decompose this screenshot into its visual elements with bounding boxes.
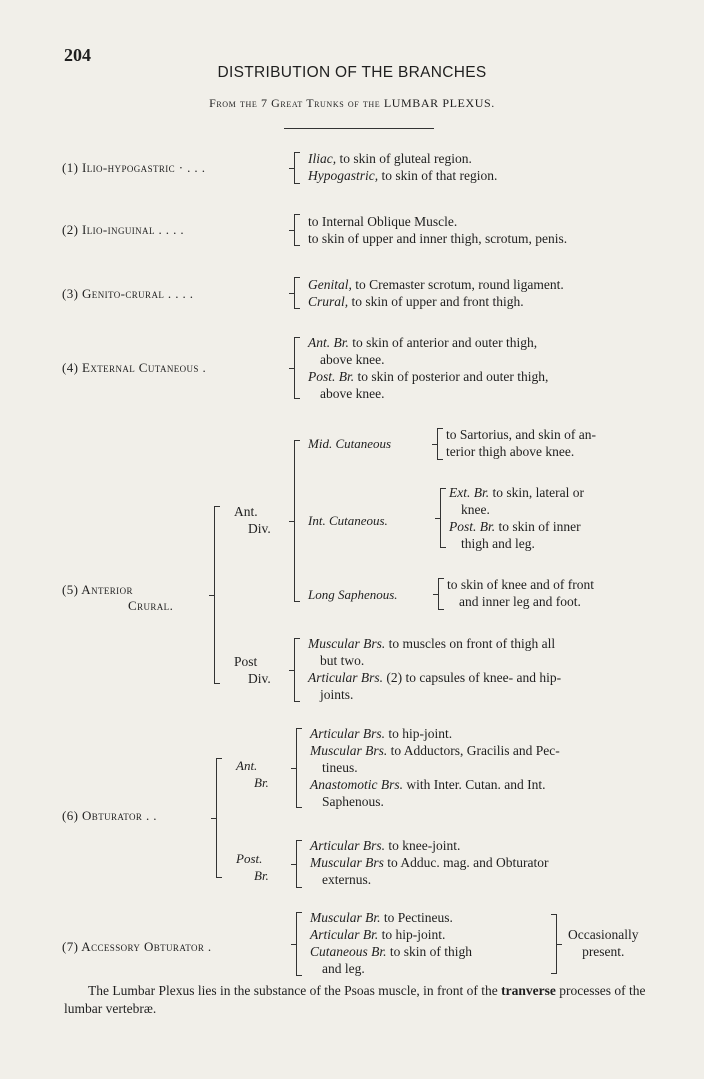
obturator-post-br-label: Post. bbox=[236, 851, 263, 866]
ant-div-label-cont: Div. bbox=[248, 521, 271, 536]
post-div-label: Post bbox=[234, 654, 258, 669]
obturator-post-br-label-cont: Br. bbox=[254, 868, 269, 883]
branch-line: to skin of upper and inner thigh, scrotum, penis. bbox=[308, 231, 568, 246]
post-div-label-cont: Div. bbox=[248, 671, 271, 686]
nerve-4-brace bbox=[294, 337, 303, 399]
occasional-brace bbox=[548, 914, 557, 974]
branch-line: Muscular Br. to Pectineus. bbox=[310, 910, 453, 925]
obturator-ant-br-label-cont: Br. bbox=[254, 775, 269, 790]
post-div-branches bbox=[308, 635, 561, 703]
nerve-1-branches bbox=[308, 150, 497, 184]
title-rule bbox=[284, 128, 434, 129]
occasional-note: Occasionally present. bbox=[568, 927, 639, 959]
branch-line: Post. Br. to skin of posterior and outer thigh, above knee. bbox=[308, 369, 549, 401]
branch-line: Iliac, to skin of gluteal region. bbox=[308, 151, 472, 166]
branch-line: Ant. Br. to skin of anterior and outer thigh, above knee. bbox=[308, 335, 538, 367]
branch-line: Muscular Brs to Adduc. mag. and Obturator externus. bbox=[310, 855, 549, 887]
branch-line: Articular Brs. to knee-joint. bbox=[310, 838, 461, 853]
int-cutaneous-label: Int. Cutaneous. bbox=[308, 513, 388, 528]
obturator-post-branches bbox=[310, 837, 548, 888]
page-subtitle: From the 7 Great Trunks of the LUMBAR PLEXUS. bbox=[209, 96, 495, 110]
nerve-7-label: (7) Accessory Obturator . bbox=[62, 939, 212, 954]
footer-paragraph: The Lumbar Plexus lies in the substance of the Psoas muscle, in front of the tranverse processes of the lumbar vertebræ. bbox=[64, 983, 646, 1016]
obturator-ant-branches bbox=[310, 725, 560, 810]
ant-div-label: Ant. bbox=[234, 504, 258, 519]
nerve-3-label: (3) Genito-crural . . . . bbox=[62, 286, 194, 301]
mid-cutaneous-brace bbox=[437, 428, 446, 460]
nerve-2-label: (2) Ilio-inguinal . . . . bbox=[62, 222, 185, 237]
branch-line: Genital, to Cremaster scrotum, round ligament. bbox=[308, 277, 564, 292]
nerve-5-brace bbox=[214, 506, 223, 684]
branch-line: Crural, to skin of upper and front thigh. bbox=[308, 294, 524, 309]
nerve-4-branches bbox=[308, 334, 548, 402]
nerve-5-label: (5) Anterior bbox=[62, 582, 133, 597]
obturator-ant-brace bbox=[296, 728, 305, 808]
nerve-5-label-cont: Crural. bbox=[128, 598, 174, 613]
long-saphenous-text: to skin of knee and of front and inner leg and foot. bbox=[447, 577, 594, 609]
nerve-7-branches bbox=[310, 909, 472, 977]
nerve-6-brace bbox=[216, 758, 225, 878]
page-title: DISTRIBUTION OF THE BRANCHES bbox=[217, 64, 487, 81]
nerve-4-label: (4) External Cutaneous . bbox=[62, 360, 207, 375]
branch-line: Ext. Br. to skin, lateral or knee. bbox=[449, 485, 584, 517]
branch-line: Articular Br. to hip-joint. bbox=[310, 927, 446, 942]
mid-cutaneous-label: Mid. Cutaneous bbox=[308, 436, 392, 451]
nerve-2-branches bbox=[308, 213, 567, 247]
int-cutaneous-text bbox=[449, 484, 584, 552]
branch-line: Muscular Brs. to Adductors, Gracilis and Pec- tineus. bbox=[310, 743, 560, 775]
nerve-6-label: (6) Obturator . . bbox=[62, 808, 157, 823]
obturator-post-brace bbox=[296, 840, 305, 888]
ant-div-brace bbox=[294, 440, 303, 602]
obturator-ant-br-label: Ant. bbox=[236, 758, 258, 773]
branch-line: Cutaneous Br. to skin of thigh and leg. bbox=[310, 944, 473, 976]
int-cutaneous-brace bbox=[440, 488, 449, 548]
long-saphenous-label: Long Saphenous. bbox=[308, 587, 398, 602]
branch-line: Hypogastric, to skin of that region. bbox=[308, 168, 498, 183]
mid-cutaneous-text: to Sartorius, and skin of an- terior thigh above knee. bbox=[446, 427, 596, 459]
nerve-1-label: (1) Ilio-hypogastric · . . . bbox=[62, 160, 206, 175]
nerve-7-brace bbox=[296, 912, 305, 976]
branch-line: Articular Brs. to hip-joint. bbox=[310, 726, 453, 741]
nerve-1-brace bbox=[294, 152, 303, 184]
nerve-3-branches bbox=[308, 276, 564, 310]
nerve-3-brace bbox=[294, 277, 303, 309]
nerve-2-brace bbox=[294, 214, 303, 246]
page-number: 204 bbox=[64, 45, 91, 65]
branch-line: Articular Brs. (2) to capsules of knee- and hip- joints. bbox=[308, 670, 562, 702]
branch-line: Muscular Brs. to muscles on front of thigh all but two. bbox=[308, 636, 556, 668]
post-div-brace bbox=[294, 638, 303, 702]
branch-line: Post. Br. to skin of inner thigh and leg. bbox=[449, 519, 581, 551]
branch-line: to Internal Oblique Muscle. bbox=[308, 214, 458, 229]
branch-line: Anastomotic Brs. with Inter. Cutan. and Int. Saphenous. bbox=[310, 777, 546, 809]
long-saphenous-brace bbox=[438, 578, 447, 610]
